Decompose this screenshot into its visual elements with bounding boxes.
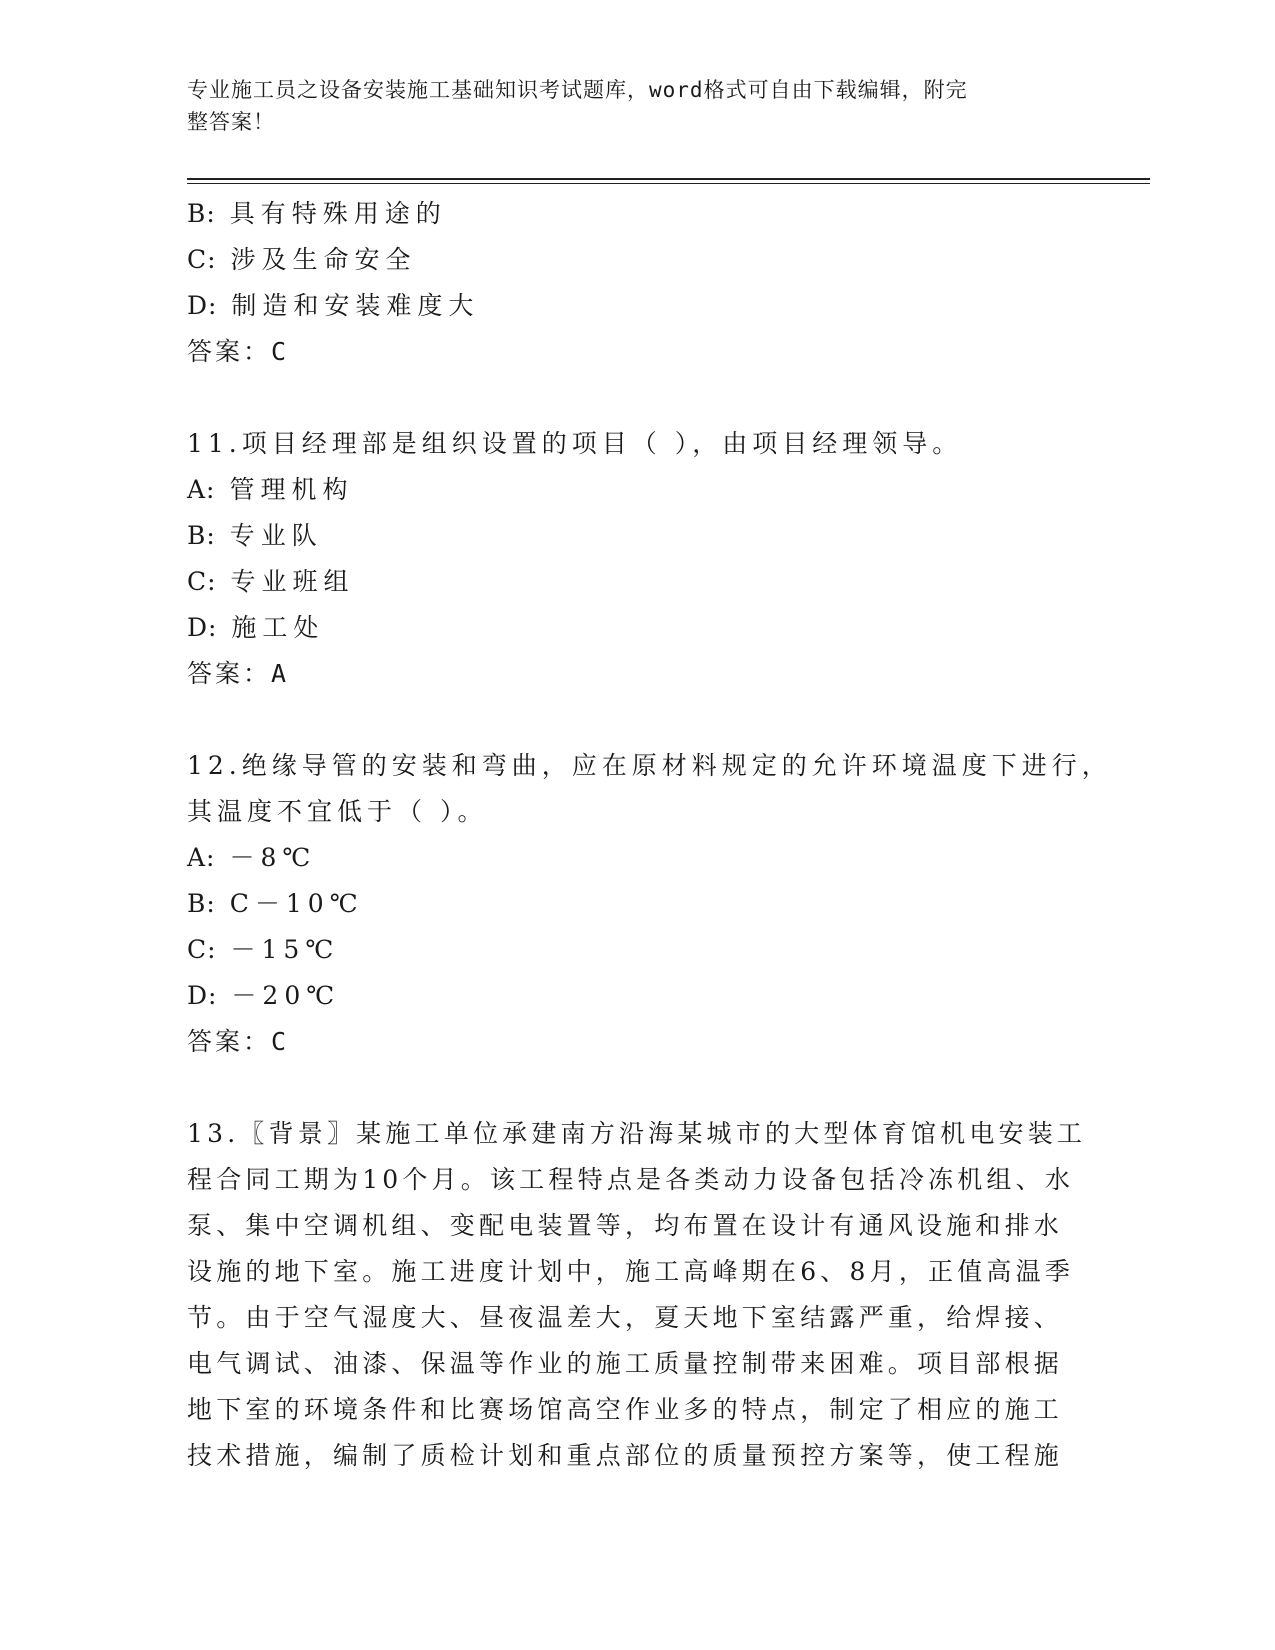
option-d: D: －20℃ <box>187 981 341 1010</box>
question-12 <box>187 743 1112 1065</box>
option-b: B: 具有特殊用途的 <box>187 199 447 228</box>
question-13-line: 电气调试、油漆、保温等作业的施工质量控制带来困难。项目部根据 <box>187 1349 1064 1378</box>
option-b: B: C－10℃ <box>187 889 364 918</box>
question-12-stem-line-1: 12.绝缘导管的安装和弯曲，应在原材料规定的允许环境温度下进行， <box>187 751 1112 780</box>
header-line-2: 整答案！ <box>187 110 275 134</box>
option-b: B: 专业队 <box>187 521 323 550</box>
question-13-line: 程合同工期为10个月。该工程特点是各类动力设备包括冷冻机组、水 <box>187 1165 1075 1194</box>
question-13-line: 地下室的环境条件和比赛场馆高空作业多的特点，制定了相应的施工 <box>187 1395 1064 1424</box>
question-13-line: 泵、集中空调机组、变配电装置等，均布置在设计有通风设施和排水 <box>187 1211 1064 1240</box>
document-header <box>187 74 1067 138</box>
answer-10: 答案：C <box>187 337 290 366</box>
question-13-line: 13.〖背景〗某施工单位承建南方沿海某城市的大型体育馆机电安装工 <box>187 1119 1087 1148</box>
option-c: C: 专业班组 <box>187 567 355 596</box>
document-content <box>187 191 1112 1479</box>
question-10-tail <box>187 191 1082 375</box>
header-line-1: 专业施工员之设备安装施工基础知识考试题库，word格式可自由下载编辑，附完 <box>187 78 968 102</box>
answer-11: 答案：A <box>187 659 290 688</box>
question-13-line: 设施的地下室。施工进度计划中，施工高峰期在6、8月，正值高温季 <box>187 1257 1075 1286</box>
option-a: A: －8℃ <box>187 843 317 872</box>
question-13-line: 技术措施，编制了质检计划和重点部位的质量预控方案等，使工程施 <box>187 1441 1064 1470</box>
question-13-line: 节。由于空气湿度大、昼夜温差大，夏天地下室结露严重，给焊接、 <box>187 1303 1064 1332</box>
option-c: C: －15℃ <box>187 935 340 964</box>
question-13 <box>187 1111 1087 1479</box>
question-11 <box>187 421 1082 697</box>
option-a: A: 管理机构 <box>187 475 354 504</box>
header-rule-thin <box>187 183 1150 184</box>
answer-12: 答案：C <box>187 1027 290 1056</box>
question-11-stem: 11.项目经理部是组织设置的项目（ ），由项目经理领导。 <box>187 429 963 458</box>
header-rule-thick <box>187 178 1150 180</box>
option-d: D: 制造和安装难度大 <box>187 291 480 320</box>
option-d: D: 施工处 <box>187 613 325 642</box>
option-c: C: 涉及生命安全 <box>187 245 417 274</box>
question-12-stem-line-2: 其温度不宜低于（ ）。 <box>187 797 488 826</box>
